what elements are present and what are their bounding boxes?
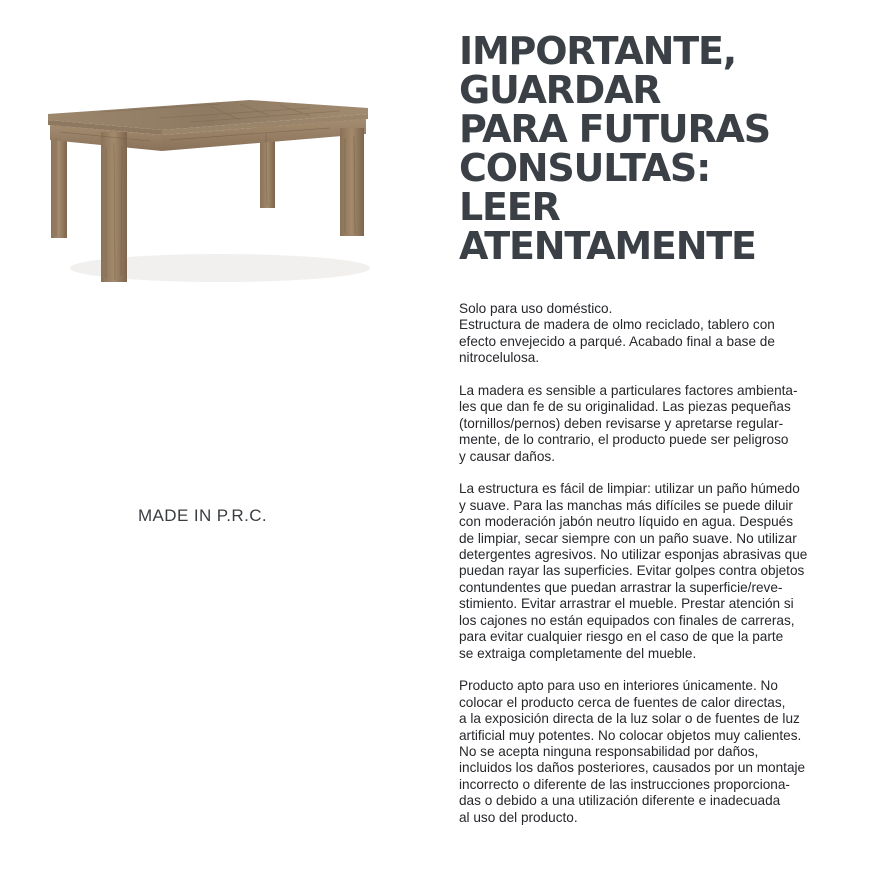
text-line: No se acepta ninguna responsabilidad por daños, [459, 743, 759, 759]
paragraph-wood [459, 383, 854, 465]
table-image [40, 88, 380, 293]
text-line: das o debido a una utilización diferente e inadecuada [459, 793, 781, 809]
made-in-label: MADE IN P.R.C. [138, 506, 268, 525]
title-line: GUARDAR [459, 68, 661, 112]
page-title [459, 29, 879, 268]
text-line: y causar daños. [459, 448, 555, 464]
title-line: LEER [459, 185, 560, 229]
paragraph-cleaning [459, 481, 854, 661]
text-line: detergentes agresivos. No utilizar esponjas abrasivas que [459, 547, 808, 563]
instructions-text [459, 301, 854, 842]
text-line: Solo para uso doméstico. [459, 301, 613, 316]
text-line: La estructura es fácil de limpiar: utilizar un paño húmedo [459, 481, 800, 497]
text-line: La madera es sensible a particulares factores ambienta- [459, 383, 798, 399]
text-line: al uso del producto. [459, 809, 578, 825]
paragraph-indoor-use [459, 678, 854, 826]
title-line: CONSULTAS: [459, 146, 711, 190]
text-line: contundentes que puedan arrastrar la superficie/reve- [459, 579, 783, 595]
text-line: Estructura de madera de olmo reciclado, tablero con [459, 317, 775, 333]
wooden-table-illustration [40, 88, 380, 293]
text-line: les que dan fe de su originalidad. Las piezas pequeñas [459, 399, 791, 415]
text-line: artificial muy potentes. No colocar objetos muy calientes. [459, 727, 802, 743]
text-line: incluidos los daños posteriores, causados por un montaje [459, 760, 806, 776]
text-line: los cajones no están equipados con finales de carreras, [459, 612, 795, 628]
title-line: ATENTAMENTE [459, 224, 756, 268]
title-line: PARA FUTURAS [459, 107, 770, 151]
text-line: puedan rayar las superficies. Evitar golpes contra objetos [459, 563, 805, 579]
text-line: colocar el producto cerca de fuentes de calor directas, [459, 694, 786, 710]
paragraph-usage [459, 301, 854, 367]
text-line: efecto envejecido a parqué. Acabado final a base de [459, 333, 775, 349]
text-line: con moderación jabón neutro líquido en agua. Después [459, 514, 794, 530]
text-line: (tornillos/pernos) deben revisarse y apretarse regular- [459, 415, 784, 431]
text-line: para evitar cualquier riesgo en el caso de que la parte [459, 629, 784, 645]
text-line: incorrecto o diferente de las instrucciones proporciona- [459, 776, 790, 792]
text-line: stimiento. Evitar arrastrar el mueble. Prestar atención si [459, 596, 794, 612]
text-line: a la exposición directa de la luz solar o de fuentes de luz [459, 711, 800, 727]
title-line: IMPORTANTE, [459, 29, 736, 73]
text-line: Producto apto para uso en interiores únicamente. No [459, 678, 778, 694]
text-line: y suave. Para las manchas más difíciles se puede diluir [459, 497, 793, 513]
text-line: de limpiar, secar siempre con un paño suave. No utilizar [459, 530, 797, 546]
text-line: mente, de lo contrario, el producto puede ser peligroso [459, 432, 789, 448]
text-line: nitrocelulosa. [459, 350, 540, 366]
text-line: se extraiga completamente del mueble. [459, 645, 697, 661]
